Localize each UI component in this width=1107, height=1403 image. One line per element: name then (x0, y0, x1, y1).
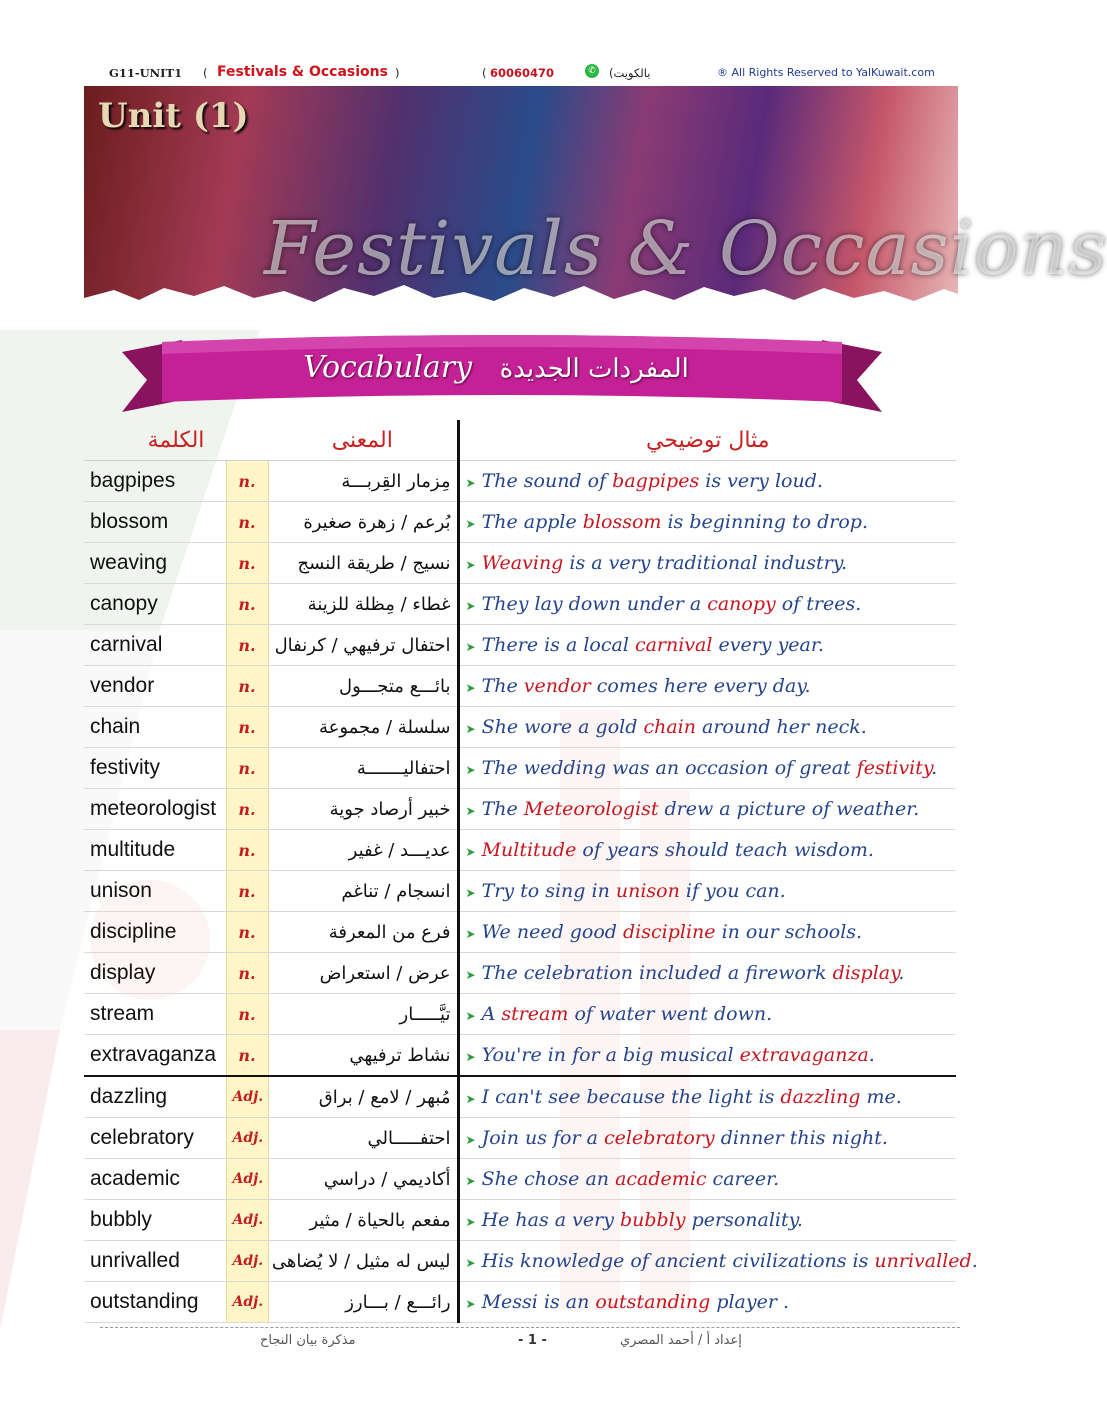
example-text-after: of water went down. (568, 1003, 773, 1025)
arrow-bullet-icon: ➤ (465, 640, 476, 654)
part-of-speech: Adj. (226, 1241, 268, 1282)
table-row (84, 584, 956, 625)
example-sentence (458, 748, 956, 789)
part-of-speech: n. (226, 666, 268, 707)
table-row (84, 830, 956, 871)
example-keyword: bagpipes (612, 470, 700, 492)
table-row (84, 1241, 956, 1282)
example-text-after: . (971, 1250, 978, 1272)
arabic-meaning: فرع من المعرفة (268, 912, 458, 953)
arabic-meaning: أكاديمي / دراسي (268, 1159, 458, 1200)
table-header-row (84, 420, 956, 461)
example-sentence (458, 1035, 956, 1077)
arrow-bullet-icon: ➤ (465, 1215, 476, 1229)
arabic-meaning: مُبهر / لامع / براق (268, 1076, 458, 1118)
example-sentence (458, 584, 956, 625)
vocab-word: academic (84, 1159, 226, 1200)
example-keyword: Meteorologist (523, 798, 659, 820)
arabic-meaning: احتفال ترفيهي / كرنفال (268, 625, 458, 666)
example-text-after: . (931, 757, 938, 779)
example-sentence (458, 707, 956, 748)
vocab-word: display (84, 953, 226, 994)
arabic-meaning: غطاء / مِظلة للزينة (268, 584, 458, 625)
example-sentence (458, 543, 956, 584)
example-keyword: blossom (582, 511, 662, 533)
vocab-word: bubbly (84, 1200, 226, 1241)
example-sentence (458, 1076, 956, 1118)
part-of-speech: n. (226, 953, 268, 994)
example-sentence (458, 1282, 956, 1323)
arrow-bullet-icon: ➤ (465, 681, 476, 695)
unit-code: G11-UNIT1 (109, 66, 183, 80)
example-text-before: The wedding was an occasion of great (481, 757, 857, 779)
vocab-word: dazzling (84, 1076, 226, 1118)
arrow-bullet-icon: ➤ (465, 1050, 476, 1064)
example-text-before: The (481, 798, 524, 820)
arrow-bullet-icon: ➤ (465, 558, 476, 572)
arabic-meaning: مفعم بالحياة / مثير (268, 1200, 458, 1241)
part-of-speech: n. (226, 707, 268, 748)
example-text-after: . (898, 962, 905, 984)
example-text-after: is a very traditional industry. (563, 552, 847, 574)
vocab-word: meteorologist (84, 789, 226, 830)
table-row (84, 871, 956, 912)
arrow-bullet-icon: ➤ (465, 804, 476, 818)
arabic-meaning: خبير أرصاد جوية (268, 789, 458, 830)
example-sentence (458, 461, 956, 502)
part-of-speech: Adj. (226, 1118, 268, 1159)
vocabulary-rows (84, 461, 978, 1323)
arrow-bullet-icon: ➤ (465, 927, 476, 941)
arrow-bullet-icon: ➤ (465, 845, 476, 859)
table-row (84, 666, 956, 707)
example-text-before: His knowledge of ancient civilizations is (481, 1250, 875, 1272)
example-sentence (458, 1241, 978, 1282)
example-sentence (458, 666, 956, 707)
vocab-word: discipline (84, 912, 226, 953)
footer-left-text: مذكرة بيان النجاح (260, 1333, 356, 1348)
arabic-meaning: ليس له مثيل / لا يُضاهى (268, 1241, 458, 1282)
rights-notice: ® All Rights Reserved to YalKuwait.com (717, 66, 935, 79)
table-row (84, 953, 956, 994)
example-text-before: We need good (481, 921, 624, 943)
arabic-meaning: رائـــع / بـــارز (268, 1282, 458, 1323)
example-text-after: in our schools. (715, 921, 863, 943)
vocab-word: vendor (84, 666, 226, 707)
vocab-word: stream (84, 994, 226, 1035)
arabic-meaning: نشاط ترفيهي (268, 1035, 458, 1077)
whatsapp-icon: ✆ (585, 64, 599, 78)
vocab-word: bagpipes (84, 461, 226, 502)
table-row (84, 502, 956, 543)
example-sentence (458, 1200, 956, 1241)
example-keyword: unison (615, 880, 680, 902)
example-text-after: dinner this night. (714, 1127, 888, 1149)
arabic-meaning: بُرعم / زهرة صغيرة (268, 502, 458, 543)
table-row (84, 461, 956, 502)
arabic-meaning: مِزمار القِربـــة (268, 461, 458, 502)
part-of-speech: n. (226, 748, 268, 789)
example-text-before: Messi is an (481, 1291, 596, 1313)
arrow-bullet-icon: ➤ (465, 763, 476, 777)
arabic-meaning: تيَّـــــار (268, 994, 458, 1035)
part-of-speech: Adj. (226, 1200, 268, 1241)
example-text-after: is beginning to drop. (661, 511, 868, 533)
header-example: مثال توضيحي (458, 420, 956, 461)
arabic-meaning: احتفـــــالي (268, 1118, 458, 1159)
example-text-before: She wore a gold (481, 716, 644, 738)
arabic-meaning: سلسلة / مجموعة (268, 707, 458, 748)
example-text-before: He has a very (481, 1209, 620, 1231)
table-row (84, 1159, 956, 1200)
vocabulary-heading-english: Vocabulary (303, 350, 473, 385)
arabic-meaning: بائـــع متجـــول (268, 666, 458, 707)
arabic-meaning: عديـــد / غفير (268, 830, 458, 871)
example-keyword: bubbly (620, 1209, 686, 1231)
arrow-bullet-icon: ➤ (465, 1092, 476, 1106)
example-keyword: unrivalled (874, 1250, 972, 1272)
example-keyword: Multitude (481, 839, 577, 861)
example-text-after: career. (706, 1168, 780, 1190)
example-keyword: Weaving (481, 552, 564, 574)
example-text-after: around her neck. (695, 716, 867, 738)
example-sentence (458, 502, 956, 543)
example-keyword: academic (615, 1168, 707, 1190)
part-of-speech: n. (226, 912, 268, 953)
part-of-speech: n. (226, 543, 268, 584)
example-text-after: is very loud. (699, 470, 823, 492)
example-text-before: Join us for a (481, 1127, 604, 1149)
vocab-word: unrivalled (84, 1241, 226, 1282)
vocab-word: multitude (84, 830, 226, 871)
part-of-speech: Adj. (226, 1282, 268, 1323)
arrow-bullet-icon: ➤ (465, 476, 476, 490)
example-text-after: personality. (685, 1209, 803, 1231)
example-sentence (458, 871, 956, 912)
arrow-bullet-icon: ➤ (465, 1009, 476, 1023)
example-text-after: every year. (712, 634, 824, 656)
example-keyword: outstanding (595, 1291, 711, 1313)
part-of-speech: n. (226, 625, 268, 666)
table-row (84, 1035, 956, 1077)
vocab-word: chain (84, 707, 226, 748)
arrow-bullet-icon: ➤ (465, 1297, 476, 1311)
example-text-after: me. (860, 1086, 902, 1108)
arabic-meaning: نسيج / طريقة النسج (268, 543, 458, 584)
example-keyword: display (832, 962, 899, 984)
example-text-after: of trees. (775, 593, 862, 615)
vocab-word: outstanding (84, 1282, 226, 1323)
vocab-word: weaving (84, 543, 226, 584)
example-text-before: You're in for a big musical (481, 1044, 740, 1066)
torn-paper-edge (84, 276, 958, 316)
header-word: الكلمة (84, 420, 268, 461)
example-keyword: canopy (707, 593, 776, 615)
table-row (84, 543, 956, 584)
arrow-bullet-icon: ➤ (465, 517, 476, 531)
part-of-speech: n. (226, 994, 268, 1035)
arrow-bullet-icon: ➤ (465, 1174, 476, 1188)
example-text-before: A (481, 1003, 502, 1025)
example-keyword: celebratory (603, 1127, 715, 1149)
part-of-speech: n. (226, 830, 268, 871)
paren-open: ( (203, 66, 208, 80)
example-sentence (458, 912, 956, 953)
table-row (84, 1118, 956, 1159)
example-keyword: extravaganza (739, 1044, 869, 1066)
page-header (85, 58, 960, 86)
banner-title: Festivals & Occasions (264, 206, 1107, 292)
vocab-word: unison (84, 871, 226, 912)
part-of-speech: n. (226, 461, 268, 502)
part-of-speech: n. (226, 1035, 268, 1077)
part-of-speech: Adj. (226, 1076, 268, 1118)
example-text-before: Try to sing in (481, 880, 616, 902)
vocab-word: canopy (84, 584, 226, 625)
example-keyword: stream (501, 1003, 569, 1025)
footer-divider (100, 1327, 960, 1328)
vocab-word: celebratory (84, 1118, 226, 1159)
arabic-meaning: انسجام / تناغم (268, 871, 458, 912)
arrow-bullet-icon: ➤ (465, 722, 476, 736)
table-row (84, 1200, 956, 1241)
arabic-meaning: عرض / استعراض (268, 953, 458, 994)
region-label: (بالكويت (609, 66, 651, 80)
table-row (84, 625, 956, 666)
table-row (84, 707, 956, 748)
vocab-word: festivity (84, 748, 226, 789)
example-keyword: chain (643, 716, 696, 738)
example-text-before: I can't see because the light is (481, 1086, 781, 1108)
example-text-before: The apple (481, 511, 583, 533)
example-text-before: The (481, 675, 524, 697)
example-text-after: comes here every day. (590, 675, 811, 697)
arrow-bullet-icon: ➤ (465, 1133, 476, 1147)
table-row (84, 994, 956, 1035)
example-text-before: There is a local (481, 634, 635, 656)
example-text-after: if you can. (679, 880, 786, 902)
example-sentence (458, 994, 956, 1035)
table-row (84, 1282, 956, 1323)
example-sentence (458, 1118, 956, 1159)
paren-open: ( (482, 66, 487, 80)
unit-banner-image (84, 86, 1107, 316)
example-keyword: vendor (523, 675, 591, 697)
table-row (84, 1076, 956, 1118)
unit-topic: Festivals & Occasions (217, 64, 388, 80)
example-text-after: of years should teach wisdom. (576, 839, 874, 861)
page-number: - 1 - (518, 1333, 547, 1348)
paren-close: ) (395, 66, 400, 80)
example-sentence (458, 789, 956, 830)
vocabulary-table (84, 420, 978, 1323)
part-of-speech: n. (226, 584, 268, 625)
arrow-bullet-icon: ➤ (465, 599, 476, 613)
example-keyword: discipline (623, 921, 716, 943)
arrow-bullet-icon: ➤ (465, 1256, 476, 1270)
example-keyword: dazzling (780, 1086, 861, 1108)
example-sentence (458, 625, 956, 666)
example-text-before: The sound of (481, 470, 613, 492)
arrow-bullet-icon: ➤ (465, 968, 476, 982)
vocab-word: carnival (84, 625, 226, 666)
arabic-meaning: احتفاليـــــــة (268, 748, 458, 789)
arrow-bullet-icon: ➤ (465, 886, 476, 900)
example-keyword: festivity (856, 757, 932, 779)
vocabulary-heading (0, 350, 992, 385)
example-text-after: drew a picture of weather. (658, 798, 920, 820)
part-of-speech: n. (226, 871, 268, 912)
table-row (84, 748, 956, 789)
footer-right-text: إعداد أ / أحمد المصري (620, 1333, 742, 1348)
page-footer (100, 1325, 960, 1355)
example-sentence (458, 1159, 956, 1200)
example-sentence (458, 953, 956, 994)
vocab-word: extravaganza (84, 1035, 226, 1077)
vocabulary-heading-arabic: المفردات الجديدة (499, 354, 689, 384)
table-row (84, 912, 956, 953)
example-text-before: They lay down under a (481, 593, 708, 615)
table-row (84, 789, 956, 830)
example-sentence (458, 830, 956, 871)
part-of-speech: n. (226, 502, 268, 543)
header-meaning: المعنى (268, 420, 458, 461)
example-text-before: She chose an (481, 1168, 616, 1190)
example-text-after: player . (710, 1291, 790, 1313)
part-of-speech: n. (226, 789, 268, 830)
example-text-before: The celebration included a firework (481, 962, 833, 984)
example-keyword: carnival (634, 634, 713, 656)
example-text-after: . (868, 1044, 875, 1066)
phone-number: 60060470 (490, 66, 555, 80)
unit-label: Unit (1) (98, 96, 249, 136)
part-of-speech: Adj. (226, 1159, 268, 1200)
vocab-word: blossom (84, 502, 226, 543)
